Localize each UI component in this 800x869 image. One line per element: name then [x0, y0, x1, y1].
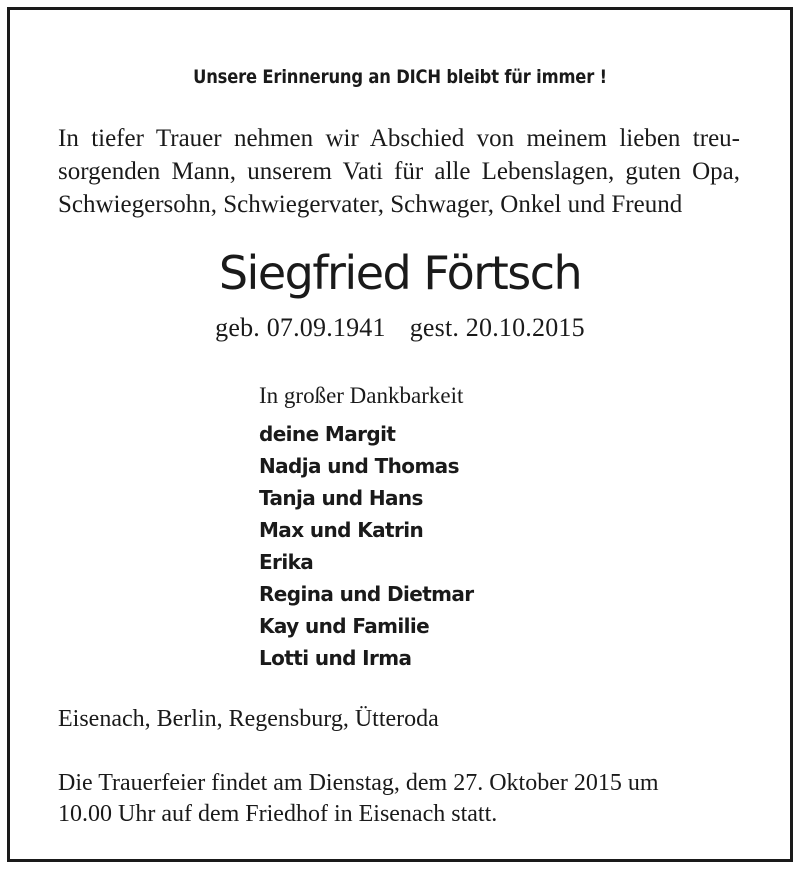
gratitude-line: In großer Dankbarkeit	[259, 383, 464, 408]
mourner-name: Max und Katrin	[259, 518, 424, 542]
mourners-list	[259, 418, 474, 674]
mourner-name: Tanja und Hans	[259, 486, 423, 510]
mourner-name: Regina und Dietmar	[259, 582, 474, 606]
places: Eisenach, Berlin, Regensburg, Ütteroda	[58, 706, 439, 732]
mourner-name: deine Margit	[259, 422, 396, 446]
death-date: gest. 20.10.2015	[409, 313, 585, 342]
funeral-info	[58, 768, 738, 830]
mourner-name: Nadja und Thomas	[259, 454, 459, 478]
intro-line: In tiefer Trauer nehmen wir Abschied von meinem lieben treu-	[58, 125, 740, 152]
intro-line: Schwiegersohn, Schwiegervater, Schwager, Onkel und Freund	[58, 191, 683, 218]
mourner-name: Lotti und Irma	[259, 646, 412, 670]
intro-line: sorgenden Mann, unserem Vati für alle Lebenslagen, guten Opa,	[58, 158, 740, 185]
funeral-line: 10.00 Uhr auf dem Friedhof in Eisenach statt.	[58, 801, 498, 827]
mourner-name: Erika	[259, 550, 314, 574]
headline: Unsere Erinnerung an DICH bleibt für immer !	[193, 66, 607, 88]
mourner-name: Kay und Familie	[259, 614, 430, 638]
birth-date: geb. 07.09.1941	[215, 313, 386, 342]
funeral-line: Die Trauerfeier findet am Dienstag, dem 27. Oktober 2015 um	[58, 770, 659, 796]
life-dates	[0, 313, 800, 343]
deceased-name: Siegfried Förtsch	[218, 246, 582, 300]
intro-text	[58, 122, 740, 221]
